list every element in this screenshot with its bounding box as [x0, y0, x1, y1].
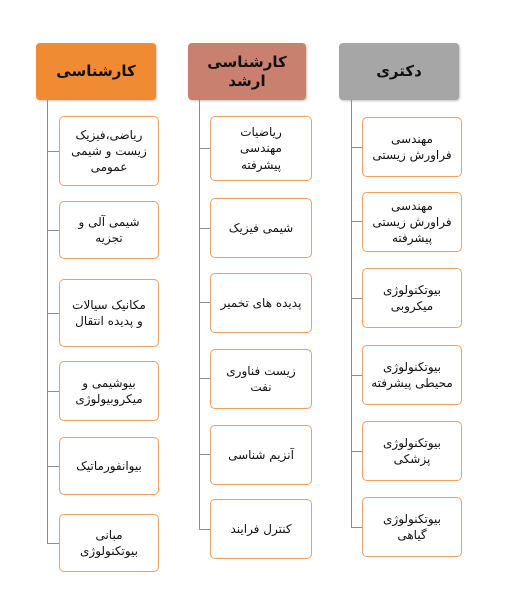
connector-branch: [199, 228, 210, 229]
connector-branch: [199, 302, 210, 303]
connector-branch: [47, 151, 59, 152]
connector-branch: [351, 147, 362, 148]
connector-branch: [351, 375, 362, 376]
course-box: شیمی فیزیک: [210, 198, 312, 258]
course-box: زیست فناوری نفت: [210, 349, 312, 409]
course-box: بیوتکنولوژی گیاهی: [362, 497, 462, 557]
course-box: بیوتکنولوژی میکروبی: [362, 268, 462, 328]
connector-trunk-bachelor: [47, 100, 48, 544]
course-box: کنترل فرایند: [210, 499, 312, 559]
header-doctorate: دکتری: [339, 43, 459, 100]
connector-trunk-doctorate: [351, 100, 352, 528]
connector-branch: [199, 378, 210, 379]
connector-branch: [47, 543, 59, 544]
connector-branch: [351, 527, 362, 528]
connector-branch: [199, 529, 210, 530]
course-box: بیوتکنولوژی محیطی پیشرفته: [362, 345, 462, 405]
header-bachelor: کارشناسی: [36, 43, 156, 100]
connector-branch: [351, 221, 362, 222]
course-box: پدیده های تخمیر: [210, 273, 312, 333]
course-box: مبانی بیوتکنولوژی: [59, 514, 159, 572]
course-box: بیوشیمی و میکروبیولوژی: [59, 361, 159, 421]
course-box: آنزیم شناسی: [210, 425, 312, 485]
connector-branch: [351, 298, 362, 299]
course-box: مهندسی فراورش زیستی پیشرفته: [362, 192, 462, 252]
course-box: بیوتکنولوژی پزشکی: [362, 421, 462, 481]
header-masters: کارشناسی ارشد: [188, 43, 306, 100]
connector-branch: [47, 230, 59, 231]
course-box: مکانیک سیالات و پدیده انتقال: [59, 279, 159, 347]
connector-branch: [199, 148, 210, 149]
connector-branch: [47, 466, 59, 467]
course-box: شیمی آلی و تجزیه: [59, 201, 159, 259]
course-box: بیوانفورماتیک: [59, 437, 159, 495]
course-box: ریاضی،فیزیک زیست و شیمی عمومی: [59, 116, 159, 186]
connector-trunk-masters: [199, 100, 200, 530]
connector-branch: [199, 454, 210, 455]
course-box: ریاضیات مهندسی پیشرفته: [210, 116, 312, 181]
connector-branch: [47, 313, 59, 314]
course-box: مهندسی فراورش زیستی: [362, 117, 462, 177]
connector-branch: [47, 391, 59, 392]
connector-branch: [351, 451, 362, 452]
